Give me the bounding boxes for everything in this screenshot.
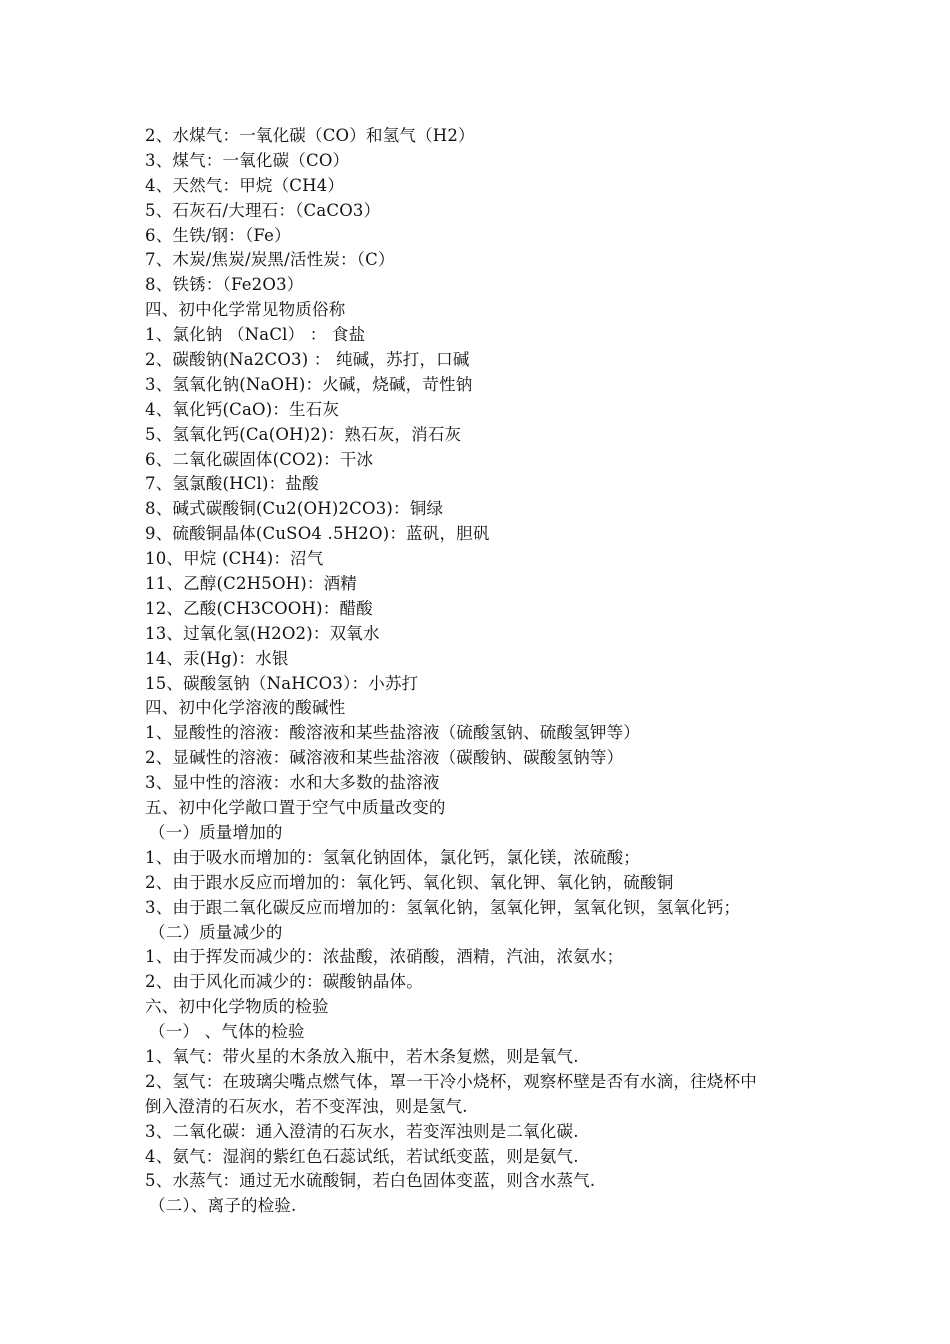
text-line: 6、生铁/钢：（Fe）: [145, 225, 291, 245]
text-line: 8、碱式碳酸铜(Cu2(OH)2CO3)：铜绿: [145, 499, 444, 519]
section-heading: 四、初中化学溶液的酸碱性: [145, 698, 346, 718]
text-line: 3、由于跟二氧化碳反应而增加的：氢氧化钠，氢氧化钾，氢氧化钡，氢氧化钙；: [145, 897, 741, 917]
text-line: 5、石灰石/大理石：（CaCO3）: [145, 200, 381, 220]
text-line: 2、碳酸钠(Na2CO3) ： 纯碱，苏打，口碱: [145, 350, 470, 370]
text-line: 1、氧气：带火星的木条放入瓶中，若木条复燃，则是氧气.: [145, 1046, 579, 1066]
text-line: 5、水蒸气：通过无水硫酸铜，若白色固体变蓝，则含水蒸气.: [145, 1171, 596, 1191]
text-line: 4、天然气：甲烷（CH4）: [145, 175, 345, 195]
text-line: 3、氢氧化钠(NaOH)：火碱，烧碱，苛性钠: [145, 374, 473, 394]
document-body: [145, 124, 815, 1219]
text-line: 14、汞(Hg)：水银: [145, 648, 289, 668]
text-line: 13、过氧化氢(H2O2)：双氧水: [145, 623, 380, 643]
text-line: 7、氢氯酸(HCl)：盐酸: [145, 474, 319, 494]
text-line: 12、乙酸(CH3COOH)：醋酸: [145, 598, 373, 618]
text-line: 6、二氧化碳固体(CO2)：干冰: [145, 449, 374, 469]
text-line: 1、显酸性的溶液：酸溶液和某些盐溶液（硫酸氢钠、硫酸氢钾等）: [145, 723, 640, 743]
text-line: 2、显碱性的溶液：碱溶液和某些盐溶液（碳酸钠、碳酸氢钠等）: [145, 748, 624, 768]
text-line: 4、氨气：湿润的紫红色石蕊试纸，若试纸变蓝，则是氨气.: [145, 1146, 579, 1166]
text-line: 10、甲烷 (CH4)：沼气: [145, 549, 324, 569]
text-line: 7、木炭/焦炭/炭黑/活性炭：（C）: [145, 250, 395, 270]
section-heading: 五、初中化学敞口置于空气中质量改变的: [145, 798, 446, 818]
section-heading: 四、初中化学常见物质俗称: [145, 300, 346, 320]
text-line: 8、铁锈：（Fe2O3）: [145, 275, 304, 295]
text-line: 1、由于挥发而减少的：浓盐酸，浓硝酸，酒精，汽油，浓氨水；: [145, 947, 624, 967]
subsection-heading: （二）、离子的检验.: [149, 1196, 297, 1216]
text-line: 2、水煤气：一氧化碳（CO）和氢气（H2）: [145, 126, 475, 145]
text-line: 11、乙醇(C2H5OH)：酒精: [145, 574, 357, 594]
subsection-heading: （二）质量减少的: [149, 922, 283, 942]
text-line: 2、由于风化而减少的：碳酸钠晶体。: [145, 972, 423, 992]
subsection-heading: （一）质量增加的: [149, 822, 283, 842]
text-line: 1、由于吸水而增加的：氢氧化钠固体，氯化钙，氯化镁，浓硫酸；: [145, 847, 640, 867]
text-line: 3、显中性的溶液：水和大多数的盐溶液: [145, 773, 440, 793]
text-line: 2、由于跟水反应而增加的：氧化钙、氧化钡、氧化钾、氧化钠，硫酸铜: [145, 872, 674, 892]
text-line: 3、二氧化碳：通入澄清的石灰水，若变浑浊则是二氧化碳.: [145, 1121, 579, 1141]
text-line: 9、硫酸铜晶体(CuSO4 .5H2O)：蓝矾，胆矾: [145, 524, 490, 544]
text-line: 15、碳酸氢钠（NaHCO3）：小苏打: [145, 673, 419, 693]
text-line: 5、氢氧化钙(Ca(OH)2)：熟石灰，消石灰: [145, 424, 462, 444]
subsection-heading: （一） 、气体的检验: [149, 1022, 305, 1042]
text-line: 2、氢气：在玻璃尖嘴点燃气体，罩一干冷小烧杯，观察杯壁是否有水滴，往烧杯中: [145, 1071, 757, 1091]
section-heading: 六、初中化学物质的检验: [145, 997, 329, 1017]
text-line: 倒入澄清的石灰水，若不变浑浊，则是氢气.: [145, 1096, 468, 1116]
text-line: 4、氧化钙(CaO)：生石灰: [145, 399, 340, 419]
text-line: 3、煤气：一氧化碳（CO）: [145, 150, 350, 170]
text-line: 1、氯化钠 （NaCl） ： 食盐: [145, 325, 366, 345]
